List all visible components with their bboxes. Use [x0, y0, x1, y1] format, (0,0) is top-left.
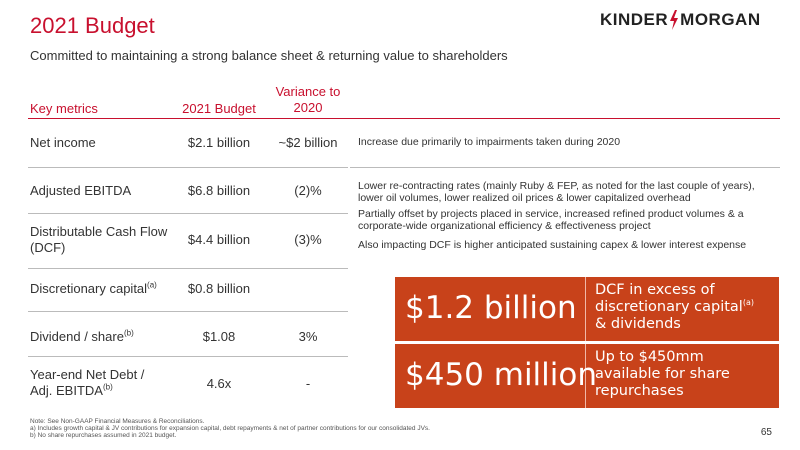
footnote-a: a) Includes growth capital & JV contributions for expansion capital, debt repayments & net of partner contributions for our consolidated JVs.	[30, 425, 430, 432]
footnote-ref-b: (b)	[123, 328, 134, 338]
row-divider	[28, 213, 348, 214]
row-variance-dividend-share: 3%	[298, 329, 318, 344]
note-net-income: Increase due primarily to impairments taken during 2020	[358, 136, 621, 148]
row-divider	[28, 311, 348, 312]
page-number: 65	[760, 427, 772, 438]
column-header-variance	[272, 84, 344, 116]
page-title: 2021 Budget	[30, 13, 155, 38]
dcf-label-line1: Distributable Cash Flow	[30, 224, 168, 239]
logo-text-right: MORGAN	[680, 10, 761, 29]
highlight-desc-line3: repurchases	[595, 383, 684, 399]
discretionary-capital-label: Discretionary capital	[30, 281, 148, 296]
row-variance-adjusted-ebitda: (2)%	[294, 183, 322, 198]
row-metric-dcf	[30, 224, 167, 256]
highlight-desc-line2: discretionary capital	[595, 299, 743, 315]
row-metric-net-income: Net income	[30, 135, 96, 150]
column-header-budget: 2021 Budget	[182, 101, 256, 116]
row-budget-net-income: $2.1 billion	[187, 135, 251, 150]
highlight-desc-line3: & dividends	[595, 316, 681, 332]
highlight-description	[595, 349, 730, 400]
net-debt-label-line2: Adj. EBITDA	[30, 383, 103, 398]
row-metric-discretionary-capital	[30, 281, 157, 297]
footnote-ref-a: (a)	[147, 280, 157, 290]
row-budget-net-debt-ebitda: 4.6x	[206, 376, 232, 391]
highlight-description	[595, 282, 754, 333]
row-metric-adjusted-ebitda: Adjusted EBITDA	[30, 183, 132, 198]
column-header-key-metrics: Key metrics	[30, 101, 98, 116]
highlight-box-share-repurchases	[395, 344, 779, 408]
row-budget-dividend-share: $1.08	[202, 329, 236, 344]
highlight-box-dcf-excess	[395, 277, 779, 341]
variance-header-line2: 2020	[293, 100, 323, 115]
note-offset: Partially offset by projects placed in service, increased refined product volumes & a corporate-wide organizational efficiency & effectiveness project	[358, 208, 744, 232]
dividend-share-label: Dividend / share	[30, 329, 124, 344]
footnote-note: Note: See Non-GAAP Financial Measures & Reconciliations.	[30, 418, 205, 425]
variance-header-line1: Variance to	[275, 84, 341, 99]
highlight-desc-line2: available for share	[595, 366, 730, 382]
highlight-divider	[585, 277, 586, 341]
row-metric-net-debt-ebitda	[30, 367, 144, 399]
highlight-value: $1.2 billion	[405, 290, 577, 326]
company-logo	[600, 10, 761, 30]
footnote-b: b) No share repurchases assumed in 2021 budget.	[30, 432, 177, 439]
row-divider	[28, 356, 348, 357]
table-header-divider	[28, 118, 780, 119]
row-variance-net-income: ~$2 billion	[278, 135, 338, 150]
highlight-desc-line1: DCF in excess of	[595, 282, 715, 298]
row-budget-adjusted-ebitda: $6.8 billion	[187, 183, 251, 198]
logo-text-left: KINDER	[600, 10, 669, 29]
row-variance-dcf: (3)%	[294, 232, 322, 247]
footnote-ref-a: (a)	[742, 298, 754, 308]
row-budget-dcf: $4.4 billion	[187, 232, 251, 247]
note-ebitda: Lower re-contracting rates (mainly Ruby & FEP, as noted for the last couple of years), lower oil volumes, lower realized oil prices & lower capitalized overhead	[358, 180, 755, 204]
dcf-label-line2: (DCF)	[30, 240, 66, 255]
row-divider	[28, 167, 348, 168]
footnote-ref-b: (b)	[102, 382, 113, 392]
net-debt-label-line1: Year-end Net Debt /	[30, 367, 145, 382]
row-metric-dividend-share	[30, 329, 134, 345]
row-variance-net-debt-ebitda: -	[305, 376, 311, 391]
page-subtitle: Committed to maintaining a strong balance sheet & returning value to shareholders	[30, 48, 508, 63]
highlight-desc-line1: Up to $450mm	[595, 349, 704, 365]
lightning-bolt-icon	[669, 10, 679, 30]
row-divider	[28, 268, 348, 269]
highlight-value: $450 million	[405, 357, 598, 393]
note-dcf: Also impacting DCF is higher anticipated sustaining capex & lower interest expense	[358, 239, 747, 251]
row-budget-discretionary-capital: $0.8 billion	[187, 281, 251, 296]
note-divider	[350, 167, 780, 168]
